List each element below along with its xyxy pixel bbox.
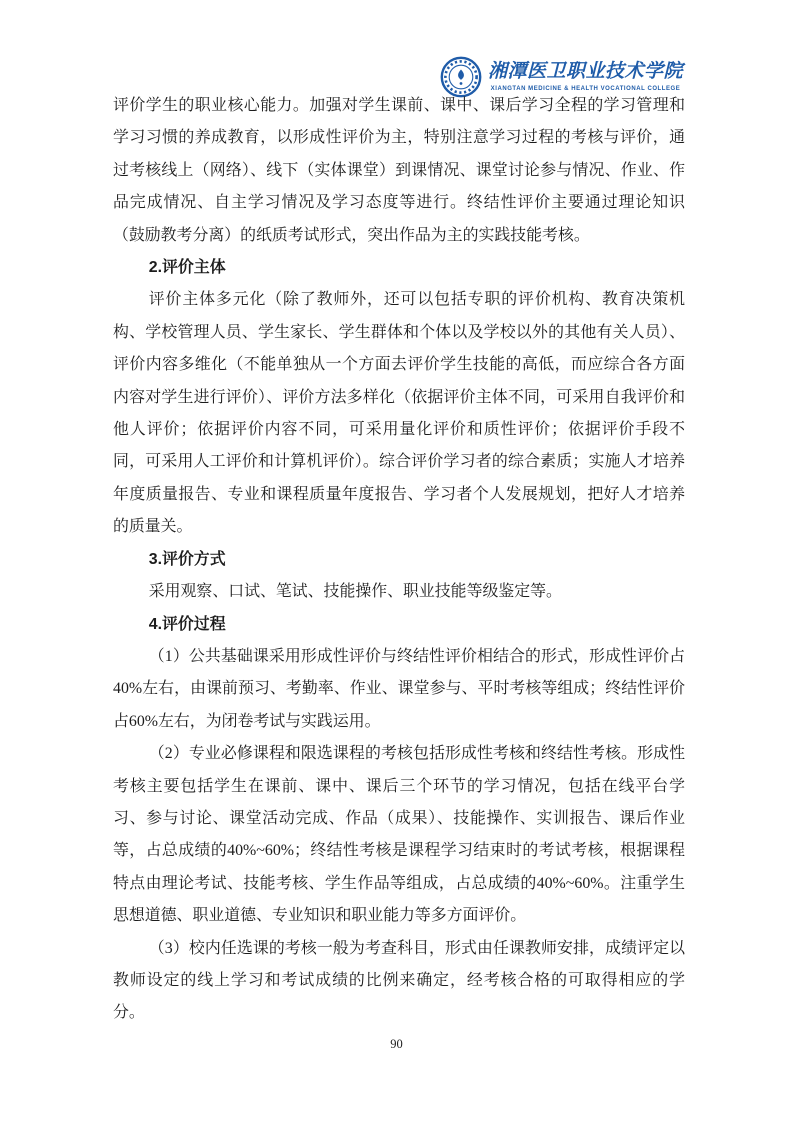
section-heading-evaluation-method: 3.评价方式 xyxy=(148,550,226,568)
section-heading-evaluation-subject: 2.评价主体 xyxy=(148,259,226,277)
paragraph-process-item-2: （2）专业必修课程和限选课程的考核包括形成性考核和终结性考核。形成性考核主要包括学生在课前、课中、课后三个环节的学习情况，包括在线平台学习、参与讨论、课堂活动完成、作品（成果）、技能操作、实训报告、课后作业等，占总成绩的40%~60%；终结性考核是课程学习结束时的考试考核，根据课程特点由理论考试、技能考核、学生作品等组成，占总成绩的40%~60%。注重学生思想道德、职业道德、专业知识和职业能力等多方面评价。 xyxy=(113,745,685,925)
section-heading-evaluation-process: 4.评价过程 xyxy=(148,615,226,633)
paragraph-process-item-1: （1）公共基础课采用形成性评价与终结性评价相结合的形式，形成性评价占40%左右，由课前预习、考勤率、作业、课堂参与、平时考核等组成；终结性评价占60%左右，为闭卷考试与实践运用。 xyxy=(113,647,685,730)
paragraph-evaluation-subject: 评价主体多元化（除了教师外，还可以包括专职的评价机构、教育决策机构、学校管理人员、学生家长、学生群体和个体以及学校以外的其他有关人员）、评价内容多维化（不能单独从一个方面去评价学生技能的高低，而应综合各方面内容对学生进行评价）、评价方法多样化（依据评价主体不同，可采用自我评价和他人评价；依据评价内容不同，可采用量化评价和质性评价；依据评价手段不同，可采用人工评价和计算机评价）。综合评价学习者的综合素质；实施人才培养年度质量报告、专业和课程质量年度报告、学习者个人发展规划，把好人才培养的质量关。 xyxy=(113,291,685,536)
paragraph-evaluation-method: 采用观察、口试、笔试、技能操作、职业技能等级鉴定等。 xyxy=(148,583,562,601)
page-footer xyxy=(0,1036,793,1052)
college-logo-text xyxy=(488,61,683,93)
college-name-zh: 湘潭医卫职业技术学院 xyxy=(487,61,683,82)
document-body xyxy=(113,90,685,1030)
paragraph-evaluation-ability: 评价学生的职业核心能力。加强对学生课前、课中、课后学习全程的学习管理和学习习惯的养成教育，以形成性评价为主，特别注意学习过程的考核与评价，通过考核线上（网络）、线下（实体课堂）到课情况、课堂讨论参与情况、作业、作品完成情况、自主学习情况及学习态度等进行。终结性评价主要通过理论知识（鼓励教考分离）的纸质考试形式，突出作品为主的实践技能考核。 xyxy=(113,97,685,244)
page-number: 90 xyxy=(390,1037,403,1051)
paragraph-process-item-3: （3）校内任选课的考核一般为考查科目，形式由任课教师安排，成绩评定以教师设定的线上学习和考试成绩的比例来确定，经考核合格的可取得相应的学分。 xyxy=(113,939,685,1022)
college-name-en: XIANGTAN MEDICINE & HEALTH VOCATIONAL COLLEGE xyxy=(490,86,681,92)
